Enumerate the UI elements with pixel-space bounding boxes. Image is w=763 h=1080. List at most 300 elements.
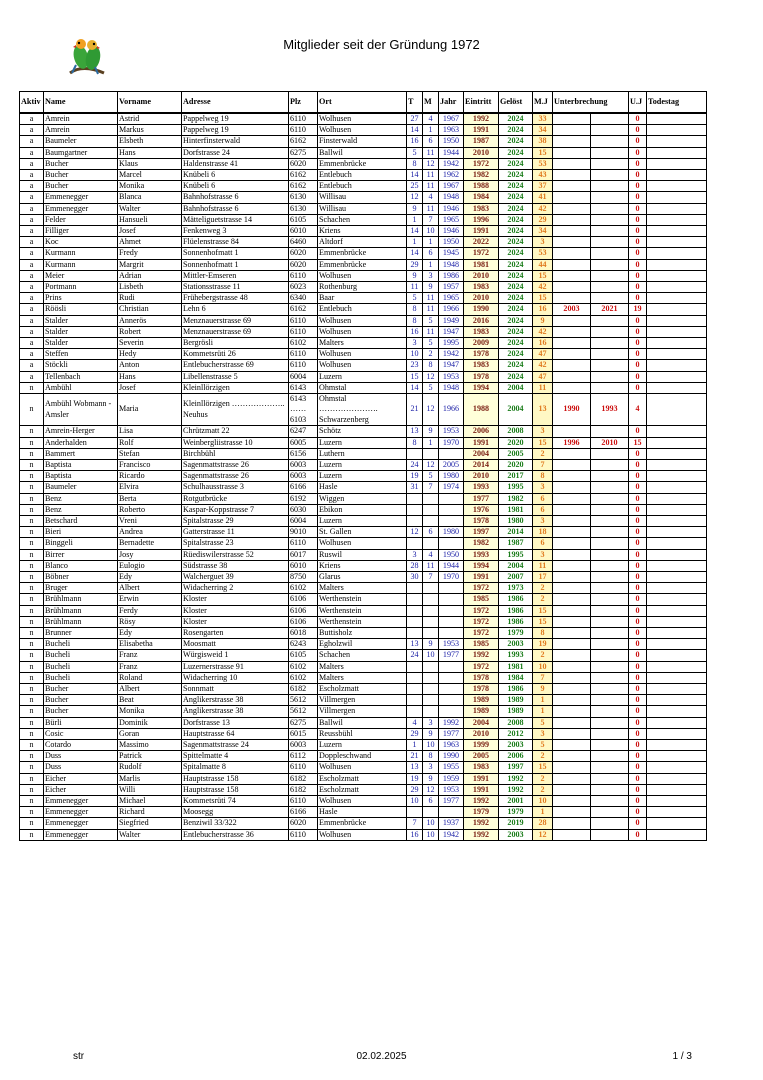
- geloest-cell: 2005: [499, 448, 533, 459]
- table-row: [20, 192, 707, 203]
- tag-cell: 1: [407, 739, 423, 750]
- todestag-cell: [647, 482, 707, 493]
- plz-cell: 6020: [289, 248, 318, 259]
- tag-cell: 25: [407, 181, 423, 192]
- vorname-cell: Siegfried: [118, 818, 182, 829]
- ort-cell: Glarus: [318, 571, 407, 582]
- todestag-cell: [647, 459, 707, 470]
- unterbrechung-von-cell: [553, 147, 591, 158]
- unterbrechung-bis-cell: [591, 515, 629, 526]
- plz-cell: 6340: [289, 293, 318, 304]
- uj-cell: 15: [629, 437, 647, 448]
- mj-cell: 34: [533, 125, 553, 136]
- aktiv-cell: a: [20, 226, 44, 237]
- plz-cell: 6130: [289, 203, 318, 214]
- vorname-cell: Severin: [118, 338, 182, 349]
- tag-cell: 11: [407, 282, 423, 293]
- mj-cell: 29: [533, 214, 553, 225]
- table-row: [20, 282, 707, 293]
- mj-cell: 2: [533, 773, 553, 784]
- name-cell: Emmenegger: [44, 203, 118, 214]
- unterbrechung-von-cell: [553, 571, 591, 582]
- table-row: [20, 594, 707, 605]
- todestag-cell: [647, 304, 707, 315]
- plz-cell: 6106: [289, 616, 318, 627]
- monat-cell: 7: [423, 482, 439, 493]
- aktiv-cell: a: [20, 259, 44, 270]
- ort-cell: Egholzwil: [318, 639, 407, 650]
- uj-cell: 0: [629, 796, 647, 807]
- monat-cell: [423, 538, 439, 549]
- jahr-cell: 1966: [439, 394, 464, 426]
- geloest-cell: 1982: [499, 493, 533, 504]
- name-cell: Bucher: [44, 706, 118, 717]
- ort-cell: Escholzmatt: [318, 784, 407, 795]
- aktiv-cell: n: [20, 706, 44, 717]
- name-cell: Bucher: [44, 695, 118, 706]
- eintritt-cell: 1983: [464, 326, 499, 337]
- tag-cell: 15: [407, 371, 423, 382]
- uj-cell: 0: [629, 293, 647, 304]
- jahr-cell: 1962: [439, 170, 464, 181]
- aktiv-cell: a: [20, 304, 44, 315]
- eintritt-cell: 1972: [464, 158, 499, 169]
- unterbrechung-von-cell: [553, 315, 591, 326]
- uj-cell: 0: [629, 338, 647, 349]
- table-row: [20, 482, 707, 493]
- jahr-cell: 1980: [439, 527, 464, 538]
- geloest-cell: 2024: [499, 158, 533, 169]
- adresse-cell: Kaspar-Koppstrasse 7: [182, 504, 289, 515]
- ort-cell: Luthern: [318, 448, 407, 459]
- aktiv-cell: a: [20, 192, 44, 203]
- table-row: [20, 773, 707, 784]
- jahr-cell: [439, 706, 464, 717]
- vorname-cell: Ferdy: [118, 605, 182, 616]
- monat-cell: 6: [423, 796, 439, 807]
- ort-cell: Wolhusen: [318, 360, 407, 371]
- unterbrechung-bis-cell: [591, 226, 629, 237]
- name-cell: Stalder: [44, 315, 118, 326]
- tag-cell: 9: [407, 203, 423, 214]
- ort-cell: Willisau: [318, 203, 407, 214]
- geloest-cell: 2024: [499, 192, 533, 203]
- plz-cell: 6243: [289, 639, 318, 650]
- name-cell: Brühlmann: [44, 616, 118, 627]
- monat-cell: 1: [423, 259, 439, 270]
- mj-cell: 2: [533, 751, 553, 762]
- eintritt-cell: 2006: [464, 426, 499, 437]
- name-cell: Benz: [44, 504, 118, 515]
- uj-cell: 0: [629, 683, 647, 694]
- geloest-cell: 2024: [499, 293, 533, 304]
- tag-cell: 8: [407, 158, 423, 169]
- jahr-cell: 1967: [439, 181, 464, 192]
- jahr-cell: 1944: [439, 560, 464, 571]
- jahr-cell: 1965: [439, 293, 464, 304]
- unterbrechung-bis-cell: [591, 360, 629, 371]
- vorname-cell: Josef: [118, 382, 182, 393]
- monat-cell: [423, 672, 439, 683]
- table-row: [20, 237, 707, 248]
- unterbrechung-von-cell: [553, 192, 591, 203]
- plz-cell: 6005: [289, 437, 318, 448]
- mj-cell: 11: [533, 560, 553, 571]
- unterbrechung-bis-cell: [591, 136, 629, 147]
- eintritt-cell: 2010: [464, 728, 499, 739]
- aktiv-cell: n: [20, 661, 44, 672]
- unterbrechung-bis-cell: [591, 627, 629, 638]
- tag-cell: 5: [407, 147, 423, 158]
- uj-cell: 0: [629, 448, 647, 459]
- unterbrechung-bis-cell: [591, 639, 629, 650]
- unterbrechung-bis-cell: [591, 237, 629, 248]
- eintritt-cell: 1985: [464, 594, 499, 605]
- mj-cell: 42: [533, 282, 553, 293]
- monat-cell: 2: [423, 349, 439, 360]
- jahr-cell: 1947: [439, 360, 464, 371]
- monat-cell: 12: [423, 459, 439, 470]
- name-cell: Emmenegger: [44, 818, 118, 829]
- geloest-cell: 2024: [499, 349, 533, 360]
- plz-cell: 6030: [289, 504, 318, 515]
- plz-cell: 6143: [289, 382, 318, 393]
- unterbrechung-bis-cell: [591, 560, 629, 571]
- col-header-t: T: [407, 92, 423, 114]
- jahr-cell: [439, 683, 464, 694]
- monat-cell: 11: [423, 293, 439, 304]
- monat-cell: 7: [423, 214, 439, 225]
- ort-cell: Emmenbrücke: [318, 259, 407, 270]
- unterbrechung-von-cell: [553, 136, 591, 147]
- tag-cell: [407, 538, 423, 549]
- aktiv-cell: n: [20, 695, 44, 706]
- geloest-cell: 2024: [499, 270, 533, 281]
- unterbrechung-bis-cell: [591, 448, 629, 459]
- todestag-cell: [647, 717, 707, 728]
- table-row: [20, 293, 707, 304]
- table-row: [20, 437, 707, 448]
- eintritt-cell: 1984: [464, 192, 499, 203]
- vorname-cell: Anton: [118, 360, 182, 371]
- eintritt-cell: 1993: [464, 482, 499, 493]
- adresse-cell: Entlebucherstrasse 69: [182, 360, 289, 371]
- geloest-cell: 1992: [499, 784, 533, 795]
- geloest-cell: 2024: [499, 315, 533, 326]
- monat-cell: 9: [423, 426, 439, 437]
- monat-cell: 11: [423, 203, 439, 214]
- uj-cell: 0: [629, 538, 647, 549]
- aktiv-cell: a: [20, 293, 44, 304]
- monat-cell: 1: [423, 437, 439, 448]
- eintritt-cell: 2010: [464, 147, 499, 158]
- tag-cell: 24: [407, 459, 423, 470]
- table-row: [20, 181, 707, 192]
- table-row: [20, 706, 707, 717]
- aktiv-cell: n: [20, 394, 44, 426]
- uj-cell: 0: [629, 360, 647, 371]
- geloest-cell: 2003: [499, 829, 533, 840]
- todestag-cell: [647, 338, 707, 349]
- eintritt-cell: 1976: [464, 504, 499, 515]
- adresse-cell: Anglikerstrasse 38: [182, 695, 289, 706]
- aktiv-cell: a: [20, 203, 44, 214]
- tag-cell: [407, 683, 423, 694]
- monat-cell: 12: [423, 394, 439, 426]
- col-header-jahr: Jahr: [439, 92, 464, 114]
- mj-cell: 7: [533, 672, 553, 683]
- geloest-cell: 2024: [499, 113, 533, 125]
- geloest-cell: 2001: [499, 796, 533, 807]
- unterbrechung-von-cell: [553, 448, 591, 459]
- todestag-cell: [647, 259, 707, 270]
- unterbrechung-von-cell: 1996: [553, 437, 591, 448]
- uj-cell: 0: [629, 560, 647, 571]
- eintritt-cell: 2004: [464, 448, 499, 459]
- footer-page-number: 1 / 3: [672, 1051, 692, 1062]
- uj-cell: 0: [629, 549, 647, 560]
- tag-cell: 1: [407, 237, 423, 248]
- unterbrechung-bis-cell: [591, 739, 629, 750]
- eintritt-cell: 1981: [464, 259, 499, 270]
- eintritt-cell: 1992: [464, 113, 499, 125]
- unterbrechung-von-cell: [553, 248, 591, 259]
- todestag-cell: [647, 315, 707, 326]
- footer-user: str: [73, 1051, 85, 1062]
- adresse-cell: Spittelmatte 4: [182, 751, 289, 762]
- mj-cell: 15: [533, 605, 553, 616]
- mj-cell: 1: [533, 695, 553, 706]
- monat-cell: 7: [423, 571, 439, 582]
- tag-cell: 8: [407, 315, 423, 326]
- unterbrechung-von-cell: [553, 605, 591, 616]
- uj-cell: 0: [629, 594, 647, 605]
- geloest-cell: 2003: [499, 739, 533, 750]
- eintritt-cell: 1983: [464, 762, 499, 773]
- monat-cell: [423, 683, 439, 694]
- todestag-cell: [647, 282, 707, 293]
- tag-cell: [407, 583, 423, 594]
- plz-cell: 6110: [289, 315, 318, 326]
- adresse-cell: Sonnenhofmatt 1: [182, 259, 289, 270]
- col-header-m: M: [423, 92, 439, 114]
- unterbrechung-von-cell: [553, 493, 591, 504]
- mj-cell: 15: [533, 270, 553, 281]
- unterbrechung-von-cell: [553, 728, 591, 739]
- table-row: [20, 349, 707, 360]
- geloest-cell: 2020: [499, 459, 533, 470]
- todestag-cell: [647, 639, 707, 650]
- todestag-cell: [647, 394, 707, 426]
- adresse-cell: Kleinllörzigen: [182, 382, 289, 393]
- todestag-cell: [647, 661, 707, 672]
- geloest-cell: 2020: [499, 437, 533, 448]
- vorname-cell: Eulogio: [118, 560, 182, 571]
- geloest-cell: 1979: [499, 627, 533, 638]
- tag-cell: 14: [407, 248, 423, 259]
- unterbrechung-von-cell: [553, 739, 591, 750]
- aktiv-cell: n: [20, 583, 44, 594]
- todestag-cell: [647, 226, 707, 237]
- vorname-cell: Maria: [118, 394, 182, 426]
- vorname-cell: Vreni: [118, 515, 182, 526]
- eintritt-cell: 1978: [464, 515, 499, 526]
- unterbrechung-von-cell: [553, 706, 591, 717]
- monat-cell: [423, 448, 439, 459]
- tag-cell: 16: [407, 829, 423, 840]
- todestag-cell: [647, 683, 707, 694]
- todestag-cell: [647, 214, 707, 225]
- table-row: [20, 113, 707, 125]
- vorname-cell: Beat: [118, 695, 182, 706]
- table-row: [20, 739, 707, 750]
- unterbrechung-von-cell: 1990: [553, 394, 591, 426]
- adresse-cell: Kleinllörzigen ……………….. Neuhus: [182, 394, 289, 426]
- todestag-cell: [647, 113, 707, 125]
- aktiv-cell: n: [20, 471, 44, 482]
- geloest-cell: 2024: [499, 259, 533, 270]
- table-row: [20, 661, 707, 672]
- mj-cell: 15: [533, 762, 553, 773]
- todestag-cell: [647, 773, 707, 784]
- eintritt-cell: 2010: [464, 471, 499, 482]
- plz-cell: 6105: [289, 214, 318, 225]
- ort-cell: Malters: [318, 583, 407, 594]
- uj-cell: 0: [629, 639, 647, 650]
- vorname-cell: Roland: [118, 672, 182, 683]
- plz-cell: 6023: [289, 282, 318, 293]
- todestag-cell: [647, 237, 707, 248]
- vorname-cell: Hans: [118, 147, 182, 158]
- unterbrechung-von-cell: [553, 661, 591, 672]
- jahr-cell: 1955: [439, 762, 464, 773]
- tag-cell: 12: [407, 192, 423, 203]
- plz-cell: 6162: [289, 304, 318, 315]
- unterbrechung-bis-cell: [591, 695, 629, 706]
- unterbrechung-von-cell: [553, 829, 591, 840]
- unterbrechung-bis-cell: [591, 282, 629, 293]
- footer-date: 02.02.2025: [356, 1051, 407, 1062]
- monat-cell: 5: [423, 471, 439, 482]
- adresse-cell: Sonnenhofmatt 1: [182, 248, 289, 259]
- table-row: [20, 315, 707, 326]
- aktiv-cell: a: [20, 113, 44, 125]
- aktiv-cell: n: [20, 818, 44, 829]
- eintritt-cell: 1999: [464, 739, 499, 750]
- geloest-cell: 2024: [499, 147, 533, 158]
- jahr-cell: [439, 661, 464, 672]
- tag-cell: 8: [407, 437, 423, 448]
- jahr-cell: [439, 695, 464, 706]
- eintritt-cell: 1991: [464, 226, 499, 237]
- unterbrechung-von-cell: [553, 326, 591, 337]
- mj-cell: 3: [533, 237, 553, 248]
- uj-cell: 0: [629, 181, 647, 192]
- vorname-cell: Margrit: [118, 259, 182, 270]
- vorname-cell: Edy: [118, 571, 182, 582]
- uj-cell: 0: [629, 717, 647, 728]
- jahr-cell: 1995: [439, 338, 464, 349]
- mj-cell: 42: [533, 326, 553, 337]
- todestag-cell: [647, 448, 707, 459]
- mj-cell: 3: [533, 515, 553, 526]
- name-cell: Bucheli: [44, 639, 118, 650]
- table-row: [20, 560, 707, 571]
- todestag-cell: [647, 515, 707, 526]
- name-cell: Bieri: [44, 527, 118, 538]
- mj-cell: 3: [533, 426, 553, 437]
- adresse-cell: Hinterfinsterwald: [182, 136, 289, 147]
- tag-cell: 24: [407, 650, 423, 661]
- vorname-cell: Albert: [118, 683, 182, 694]
- eintritt-cell: 1978: [464, 683, 499, 694]
- ort-cell: Ohmstal: [318, 382, 407, 393]
- table-row: [20, 583, 707, 594]
- plz-cell: 5612: [289, 706, 318, 717]
- name-cell: Bucheli: [44, 650, 118, 661]
- uj-cell: 0: [629, 706, 647, 717]
- table-row: [20, 717, 707, 728]
- mj-cell: 1: [533, 807, 553, 818]
- geloest-cell: 1995: [499, 549, 533, 560]
- plz-cell: 6102: [289, 672, 318, 683]
- aktiv-cell: n: [20, 739, 44, 750]
- unterbrechung-von-cell: [553, 515, 591, 526]
- monat-cell: [423, 627, 439, 638]
- ort-cell: Wolhusen: [318, 113, 407, 125]
- tag-cell: 3: [407, 549, 423, 560]
- aktiv-cell: n: [20, 773, 44, 784]
- geloest-cell: 1973: [499, 583, 533, 594]
- todestag-cell: [647, 672, 707, 683]
- table-row: [20, 605, 707, 616]
- uj-cell: 0: [629, 326, 647, 337]
- ort-cell: Malters: [318, 338, 407, 349]
- tag-cell: [407, 627, 423, 638]
- monat-cell: 11: [423, 304, 439, 315]
- plz-cell: 6010: [289, 560, 318, 571]
- table-row: [20, 762, 707, 773]
- table-row: [20, 248, 707, 259]
- tag-cell: 19: [407, 773, 423, 784]
- geloest-cell: 2024: [499, 203, 533, 214]
- table-row: [20, 504, 707, 515]
- table-row: [20, 639, 707, 650]
- eintritt-cell: 1982: [464, 538, 499, 549]
- ort-cell: Ballwil: [318, 147, 407, 158]
- plz-cell: 6110: [289, 113, 318, 125]
- aktiv-cell: n: [20, 616, 44, 627]
- ort-cell: Wolhusen: [318, 829, 407, 840]
- eintritt-cell: 1992: [464, 650, 499, 661]
- unterbrechung-bis-cell: 1993: [591, 394, 629, 426]
- tag-cell: 27: [407, 113, 423, 125]
- plz-cell: 6010: [289, 226, 318, 237]
- ort-cell: Buttisholz: [318, 627, 407, 638]
- mj-cell: 3: [533, 482, 553, 493]
- vorname-cell: Lisbeth: [118, 282, 182, 293]
- mj-cell: 16: [533, 304, 553, 315]
- geloest-cell: 2024: [499, 226, 533, 237]
- plz-cell: 6182: [289, 683, 318, 694]
- monat-cell: [423, 706, 439, 717]
- jahr-cell: [439, 616, 464, 627]
- geloest-cell: 1979: [499, 807, 533, 818]
- table-row: [20, 471, 707, 482]
- eintritt-cell: 1972: [464, 248, 499, 259]
- tag-cell: 29: [407, 259, 423, 270]
- aktiv-cell: a: [20, 326, 44, 337]
